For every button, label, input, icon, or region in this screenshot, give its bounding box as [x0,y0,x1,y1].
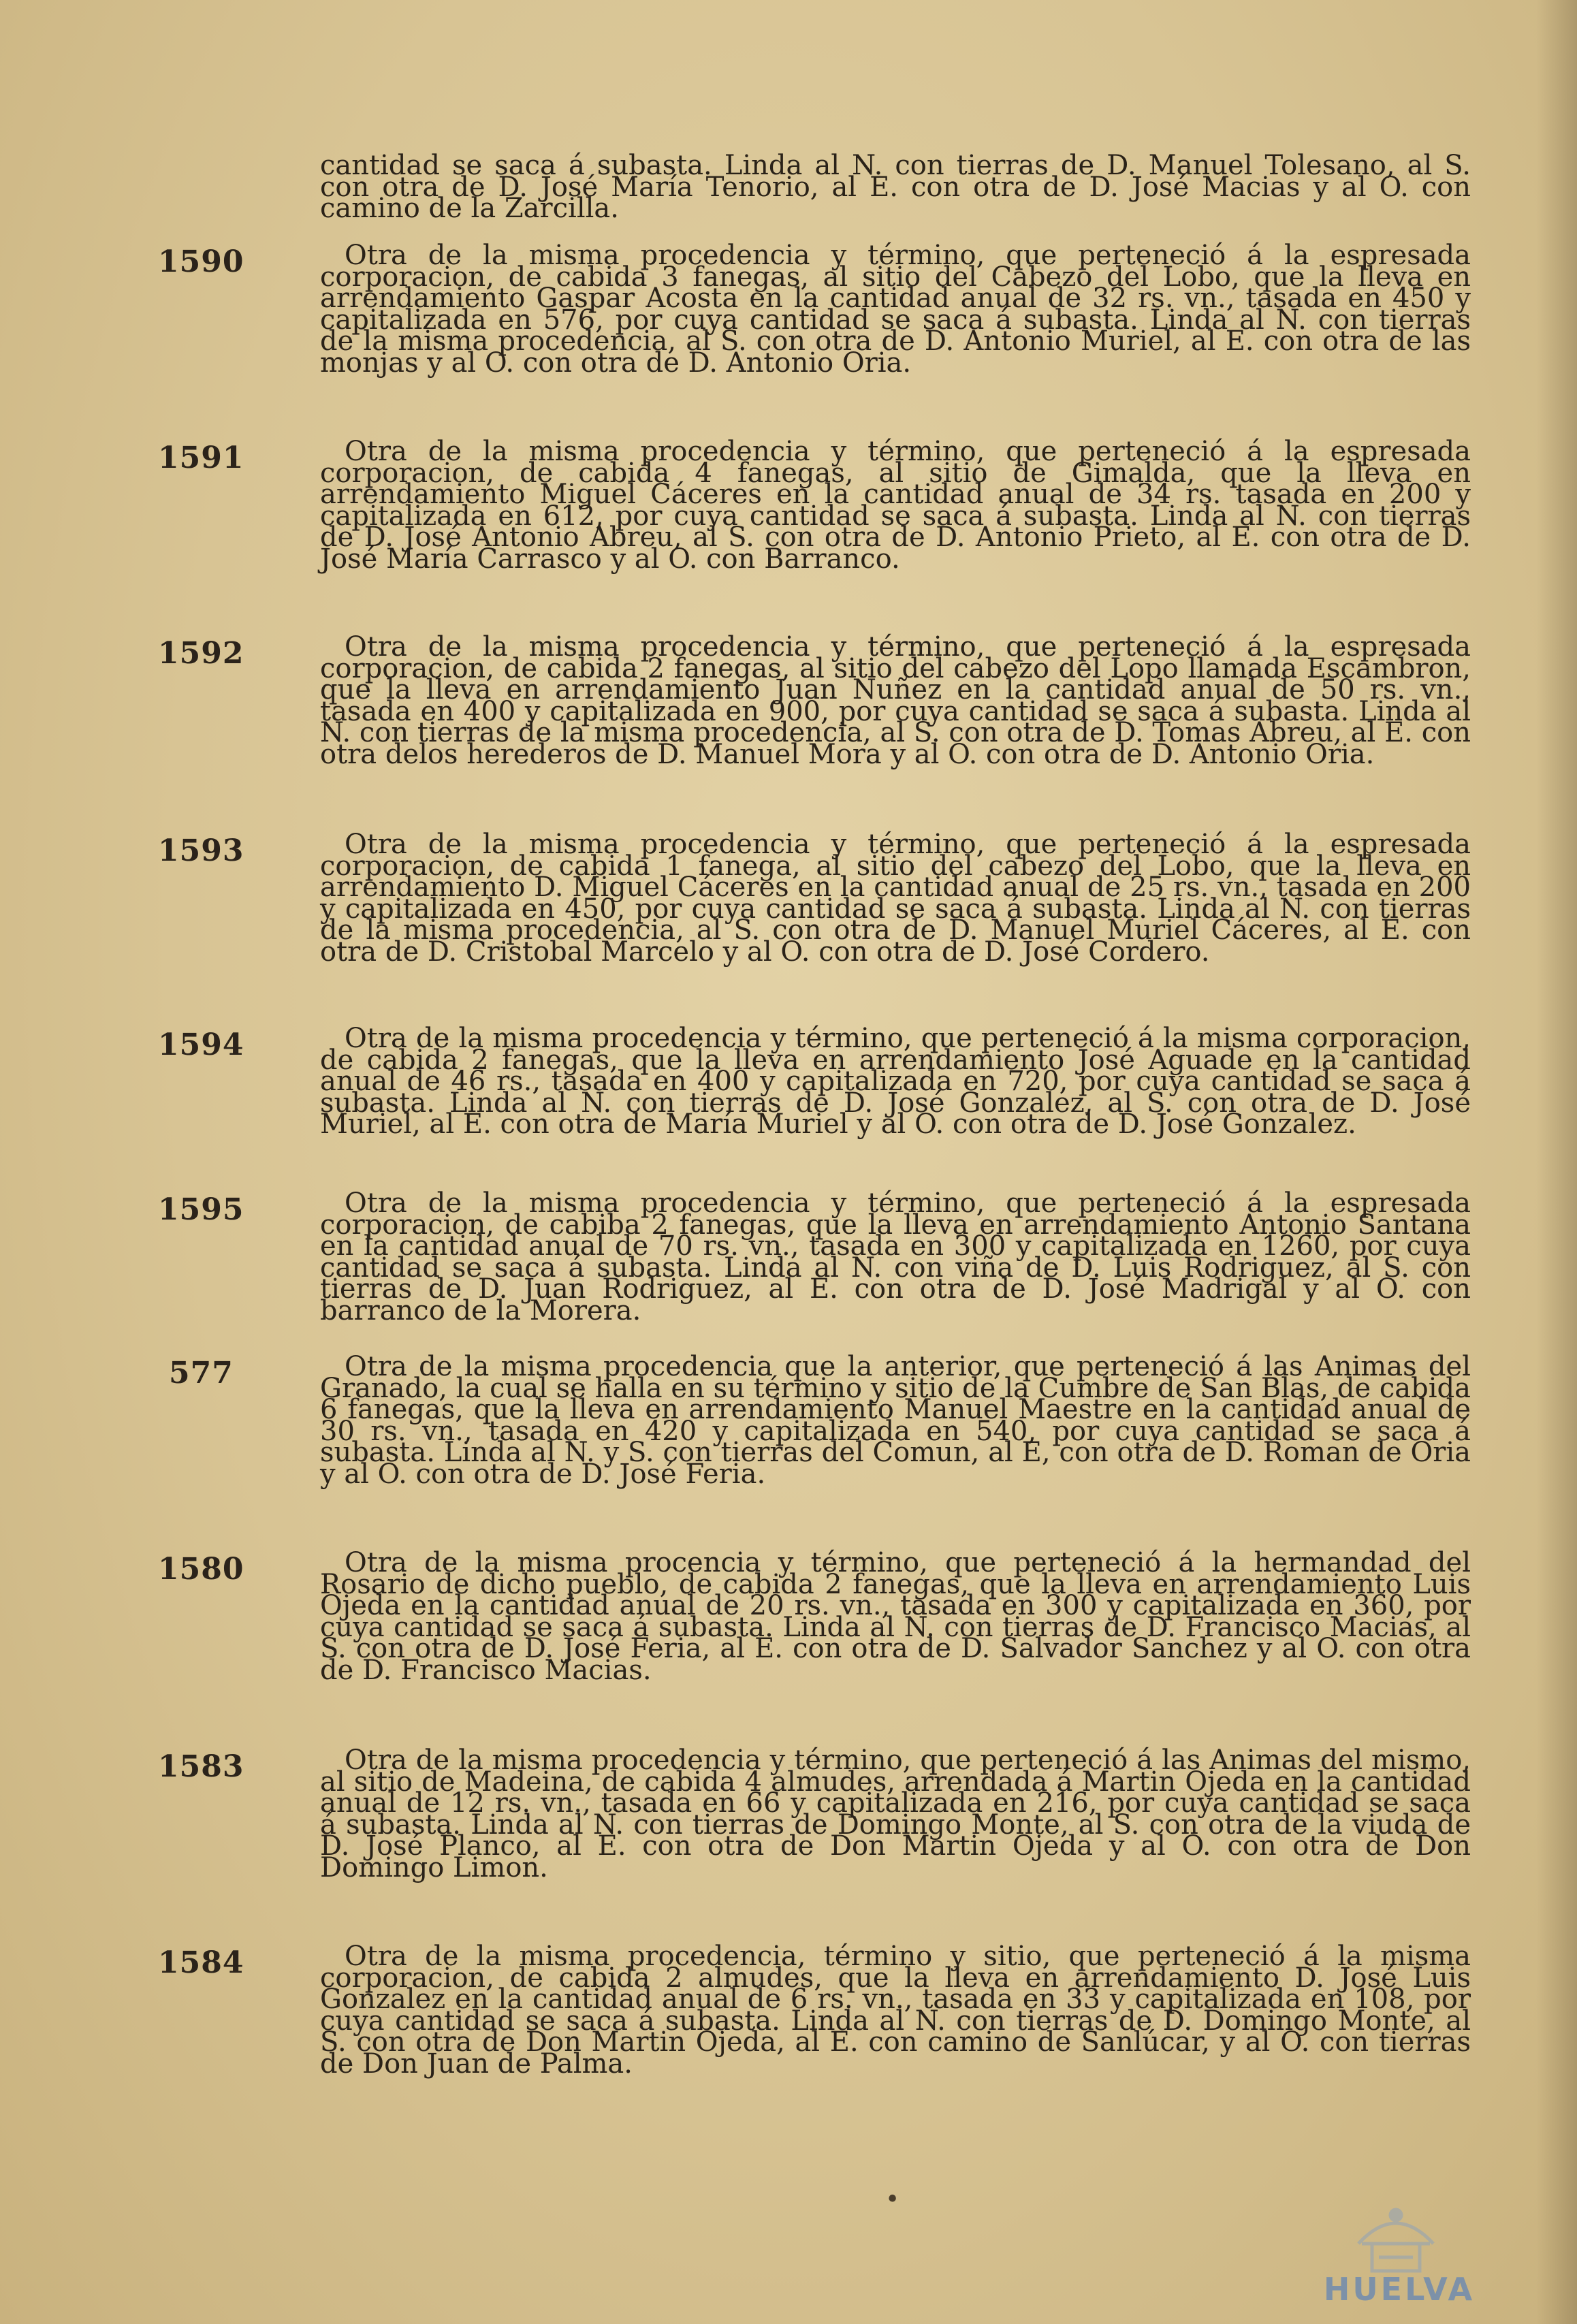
entry-number: 1580 [158,1552,244,1587]
entry-text: Otra de la misma procedencia y término, que perteneció á la espresada corporacion, de cabida 4 fanegas, al sitio de Gimalda, que la lleva en arrendamiento Miguel Cáceres en la cantidad anual de 34 rs. tasada en 200 y capitalizada en 612, por cuya cantidad se saca á subasta. Linda al N. con tierras de D. José Antonio Abreu, al S. con otra de D. Antonio Prieto, al E. con otra de D. José María Carrasco y al O. con Barranco. [320,436,1471,575]
entry-text: Otra de la misma procedencia y término, que perteneció á la espresada corporacion, de cabida 3 fanegas, al sitio del Cabezo del Lobo, que la lleva en arrendamiento Gaspar Acosta en la cantidad anual de 32 rs. vn., tasada en 450 y capitalizada en 576, por cuya cantidad se saca á subasta. Linda al N. con tierras de la misma procedencia, al S. con otra de D. Antonio Muriel, al E. con otra de las monjas y al O. con otra de D. Antonio Oria. [320,240,1471,379]
entry-number: 1594 [158,1028,244,1062]
entry-text: Otra de la misma procencia y término, que perteneció á la hermandad del Rosario de dicho pueblo, de cabida 2 fanegas, que la lleva en arrendamiento Luis Ojeda en la cantidad anual de 20 rs. vn., tasada en 300 y capitalizada en 360, por cuya cantidad se saca á subasta. Linda al N. con tierras de D. Francisco Macias, al S. con otra de D. José Feria, al E. con otra de D. Salvador Sanchez y al O. con otra de D. Francisco Macias. [320,1547,1471,1686]
entry-text: cantidad se saca á subasta. Linda al N. con tierras de D. Manuel Tolesano, al S. con otra de D. José María Tenorio, al E. con otra de D. José Macias y al O. con camino de la Zarcilla. [320,150,1471,224]
entry-number: 1591 [158,441,244,475]
entry-text: Otra de la misma procedencia y término, que perteneció á la espresada corporacion, de cabida 1 fanega, al sitio del cabezo del Lobo, que la lleva en arrendamiento D. Miguel Cáceres en la cantidad anual de 25 rs. vn., tasada en 200 y capitalizada en 450, por cuya cantidad se saca á subasta. Linda al N. con tierras de la misma procedencia, al S. con otra de D. Manuel Muriel Cáceres, al E. con otra de D. Cristobal Marcelo y al O. con otra de D. José Cordero. [320,829,1471,968]
entry-number: 1592 [158,636,244,671]
entry-text: Otra de la misma procedencia y término, que perteneció á la espresada corporacion, de cabiba 2 fanegas, que la lleva en arrendamiento Antonio Santana en la cantidad anual de 70 rs. vn., tasada en 300 y capitalizada en 1260, por cuya cantidad se saca á subasta. Linda al N. con viña de D. Luis Rodriguez, al S. con tierras de D. Juan Rodriguez, al E. con otra de D. José Madrigal y al O. con barranco de la Morera. [320,1188,1471,1326]
page-edge-shadow [1536,0,1577,2324]
entry-number: 577 [169,1356,234,1390]
watermark-label: HUELVA [1323,2271,1476,2308]
entry-number: 1595 [158,1192,244,1227]
entry-number: 1583 [158,1749,244,1784]
entry-text: Otra de la misma procedencia que la anterior, que perteneció á las Animas del Granado, la cual se halla en su término y sitio de la Cumbre de San Blas, de cabida 6 fanegas, que la lleva en arrendamiento Manuel Maestre en la cantidad anual de 30 rs. vn., tasada en 420 y capitalizada en 540, por cuya cantidad se saca á subasta. Linda al N. y S. con tierras del Comun, al E, con otra de D. Roman de Oria y al O. con otra de D. José Feria. [320,1351,1471,1490]
entry-text: Otra de la misma procedencia, término y sitio, que perteneció á la misma corporacion, de cabida 2 almudes, que la lleva en arrendamiento D. José Luis Gonzalez en la cantidad anual de 6 rs. vn., tasada en 33 y capitalizada en 108, por cuya cantidad se saca á subasta. Linda al N. con tierras de D. Domingo Monte, al S. con otra de Don Martin Ojeda, al E. con camino de Sanlúcar, y al O. con tierras de Don Juan de Palma. [320,1941,1471,2080]
entry-number: 1590 [158,244,244,279]
entry-text: Otra de la misma procedencia y término, que perteneció á la espresada corporacion, de cabida 2 fanegas, al sitio del cabezo del Lopo llamada Escambron, que la lleva en arrendamiento Juan Nuñez en la cantidad anual de 50 rs. vn., tasada en 400 y capitalizada en 900, por cuya cantidad se saca á subasta. Linda al N. con tierras de la misma procedencia, al S. con otra de D. Tomas Abreu, al E. con otra delos herederos de D. Manuel Mora y al O. con otra de D. Antonio Oria. [320,631,1471,770]
entry-text: Otra de la misma procedencia y término, que perteneció á las Animas del mismo, al sitio de Madeina, de cabida 4 almudes, arrendada á Martin Ojeda en la cantidad anual de 12 rs. vn., tasada en 66 y capitalizada en 216, por cuya cantidad se saca á subasta. Linda al N. con tierras de Domingo Monte, al S. con otra de la viuda de D. José Planco, al E. con otra de Don Martin Ojeda y al O. con otra de Don Domingo Limon. [320,1745,1471,1883]
page-mark: • [885,2186,900,2214]
entry-text: Otra de la misma procedencia y término, que perteneció á la misma corporacion, de cabida 2 fanegas, que la lleva en arrendamiento José Aguade en la cantidad anual de 46 rs., tasada en 400 y capitalizada en 720, por cuya cantidad se saca á subasta. Linda al N. con tierras de D. José Gonzalez, al S. con otra de D. José Muriel, al E. con otra de María Muriel y al O. con otra de D. José Gonzalez. [320,1023,1471,1140]
entry-number: 1584 [158,1945,244,1980]
entry-number: 1593 [158,833,244,868]
